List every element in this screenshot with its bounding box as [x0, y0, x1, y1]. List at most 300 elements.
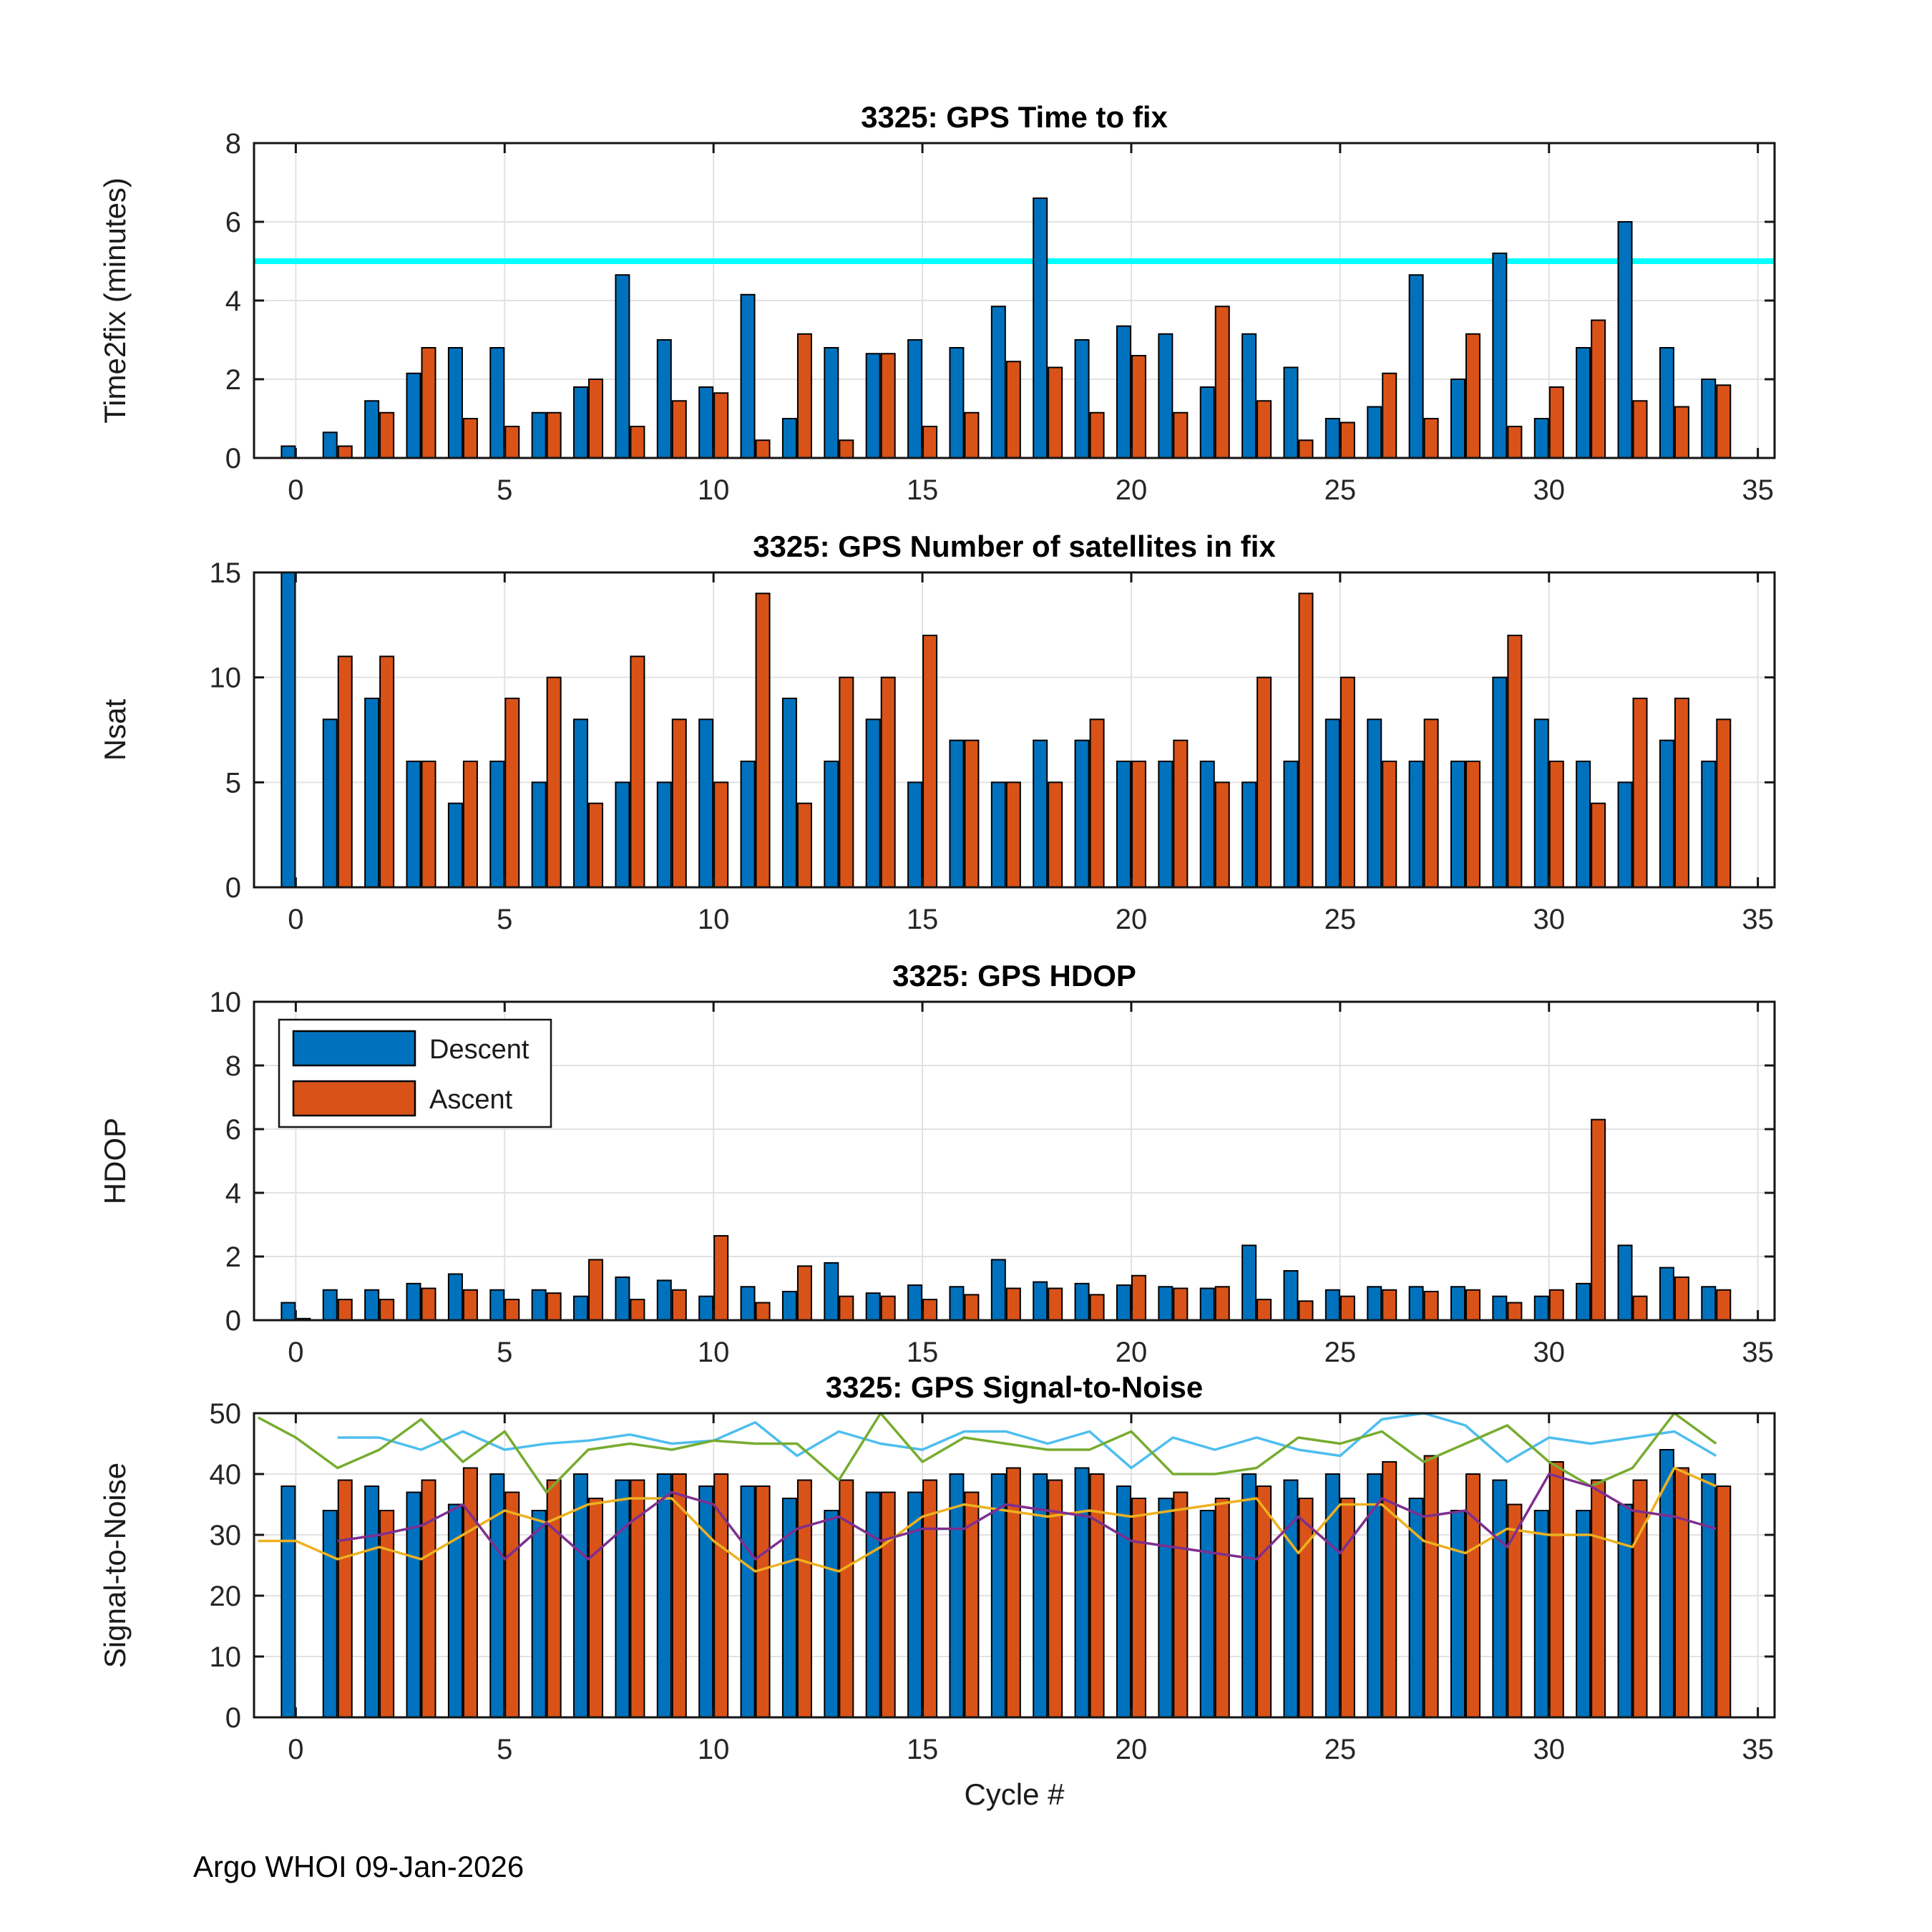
bar-descent: [658, 340, 671, 458]
bar-ascent: [1425, 419, 1438, 458]
bar-descent: [1242, 334, 1256, 458]
bar-ascent: [1508, 426, 1521, 458]
bar-ascent: [1299, 1301, 1312, 1320]
bar-descent: [1326, 1290, 1340, 1320]
bar-ascent: [1591, 804, 1605, 887]
x-tick-label: 0: [288, 474, 304, 506]
bar-descent: [867, 1493, 880, 1718]
y-tick-label: 4: [225, 286, 241, 317]
bar-descent: [699, 387, 713, 458]
x-tick-label: 15: [906, 474, 939, 506]
bar-ascent: [1591, 1480, 1605, 1718]
bar-ascent: [923, 426, 937, 458]
y-tick-label: 2: [225, 1241, 241, 1273]
bar-ascent: [1550, 387, 1563, 458]
bar-descent: [1535, 1511, 1548, 1717]
plot-title: 3325: GPS Time to fix: [861, 100, 1168, 134]
x-tick-label: 0: [288, 1734, 304, 1765]
bar-descent: [490, 761, 504, 887]
bar-descent: [615, 1277, 629, 1320]
bar-ascent: [338, 447, 352, 459]
bar-ascent: [589, 1498, 602, 1717]
bar-descent: [281, 1486, 295, 1717]
bar-ascent: [547, 413, 561, 458]
bar-descent: [574, 387, 587, 458]
bar-ascent: [1132, 1276, 1146, 1320]
bar-descent: [1201, 1289, 1214, 1321]
bar-descent: [407, 761, 421, 887]
bar-ascent: [1007, 1289, 1020, 1321]
bar-ascent: [630, 656, 644, 887]
bar-ascent: [714, 393, 728, 458]
bar-ascent: [965, 413, 978, 458]
bar-descent: [1033, 198, 1047, 458]
bar-descent: [1410, 275, 1423, 458]
bar-ascent: [1257, 678, 1271, 887]
bar-descent: [741, 761, 755, 887]
bar-ascent: [1007, 361, 1020, 458]
bar-descent: [1367, 1287, 1381, 1320]
bar-descent: [407, 374, 421, 458]
bar-descent: [1284, 1480, 1297, 1718]
bar-descent: [783, 1292, 796, 1320]
bar-ascent: [1717, 385, 1730, 458]
y-tick-label: 15: [209, 557, 241, 589]
bar-descent: [1201, 761, 1214, 887]
bar-descent: [490, 348, 504, 458]
x-tick-label: 5: [497, 1734, 513, 1765]
bar-ascent: [882, 1297, 895, 1320]
bar-descent: [867, 719, 880, 887]
bar-ascent: [1174, 413, 1187, 458]
bar-descent: [741, 1486, 755, 1717]
bar-descent: [908, 340, 922, 458]
bar-descent: [365, 401, 379, 458]
y-tick-label: 0: [225, 443, 241, 474]
bar-ascent: [547, 678, 561, 887]
x-tick-label: 20: [1115, 904, 1148, 935]
bar-ascent: [1132, 356, 1146, 458]
bar-descent: [699, 719, 713, 887]
bar-descent: [365, 1486, 379, 1717]
y-axis-label: HDOP: [98, 1117, 132, 1205]
bar-descent: [323, 432, 337, 458]
bar-descent: [1367, 1474, 1381, 1717]
plot-title: 3325: GPS Number of satellites in fix: [753, 530, 1276, 563]
bar-descent: [449, 348, 462, 458]
bar-ascent: [673, 1290, 686, 1320]
bar-descent: [532, 1290, 546, 1320]
bar-descent: [532, 1511, 546, 1717]
bar-descent: [1201, 1511, 1214, 1717]
y-tick-label: 20: [209, 1581, 241, 1612]
y-tick-label: 10: [209, 987, 241, 1018]
bar-ascent: [1216, 1287, 1229, 1320]
bar-descent: [1410, 761, 1423, 887]
y-axis-label: Time2fix (minutes): [98, 177, 132, 424]
bar-descent: [1242, 1474, 1256, 1717]
bar-descent: [867, 1293, 880, 1320]
bar-descent: [1158, 1287, 1172, 1320]
y-tick-label: 6: [225, 207, 241, 238]
y-tick-label: 10: [209, 1641, 241, 1673]
bar-descent: [449, 804, 462, 887]
bar-descent: [1326, 1474, 1340, 1717]
bar-descent: [824, 761, 838, 887]
bar-ascent: [1675, 1468, 1689, 1718]
bar-ascent: [839, 440, 853, 458]
bar-descent: [992, 1259, 1005, 1320]
x-tick-label: 5: [497, 1337, 513, 1368]
bar-descent: [281, 572, 295, 887]
bar-ascent: [1425, 719, 1438, 887]
bar-ascent: [1174, 1493, 1187, 1718]
bar-descent: [1451, 761, 1465, 887]
legend-label-descent: Descent: [429, 1035, 530, 1065]
bar-descent: [407, 1284, 421, 1320]
bar-descent: [1535, 719, 1548, 887]
y-tick-label: 5: [225, 767, 241, 799]
bar-descent: [574, 719, 587, 887]
bar-descent: [1033, 741, 1047, 887]
bar-ascent: [1174, 741, 1187, 887]
bar-ascent: [1425, 1292, 1438, 1320]
bar-descent: [323, 719, 337, 887]
bar-descent: [1535, 419, 1548, 458]
bar-descent: [950, 741, 963, 887]
x-tick-label: 10: [697, 474, 730, 506]
bar-ascent: [923, 635, 937, 887]
y-axis-label: Signal-to-Noise: [98, 1462, 132, 1669]
bar-descent: [615, 782, 629, 887]
bar-ascent: [714, 1474, 728, 1717]
bar-ascent: [965, 1294, 978, 1320]
bar-descent: [824, 1511, 838, 1717]
bar-descent: [323, 1290, 337, 1320]
bar-ascent: [1717, 719, 1730, 887]
bar-ascent: [464, 419, 477, 458]
bar-descent: [783, 419, 796, 458]
bar-descent: [532, 413, 546, 458]
y-tick-label: 0: [225, 872, 241, 904]
bar-ascent: [1717, 1486, 1730, 1717]
x-tick-label: 30: [1533, 1337, 1566, 1368]
bar-ascent: [1382, 761, 1396, 887]
bar-ascent: [1048, 368, 1062, 459]
bar-descent: [1702, 761, 1715, 887]
bar-descent: [615, 275, 629, 458]
bar-ascent: [798, 804, 811, 887]
bar-ascent: [1091, 719, 1104, 887]
bar-ascent: [923, 1299, 937, 1320]
y-tick-label: 2: [225, 364, 241, 396]
bar-ascent: [1132, 761, 1146, 887]
bar-ascent: [839, 678, 853, 887]
bar-descent: [1367, 407, 1381, 459]
bar-descent: [1242, 782, 1256, 887]
bar-descent: [1576, 761, 1590, 887]
bar-ascent: [1550, 1290, 1563, 1320]
bar-descent: [1576, 1511, 1590, 1717]
bar-descent: [449, 1274, 462, 1320]
legend-swatch-ascent: [293, 1081, 415, 1116]
plot-title: 3325: GPS Signal-to-Noise: [825, 1370, 1204, 1404]
bar-ascent: [1257, 401, 1271, 458]
bar-descent: [1493, 678, 1506, 887]
bar-descent: [1660, 1268, 1674, 1320]
bar-descent: [1158, 1498, 1172, 1717]
bar-ascent: [1257, 1486, 1271, 1717]
bar-ascent: [839, 1297, 853, 1320]
bar-ascent: [1550, 1462, 1563, 1717]
bar-ascent: [798, 1266, 811, 1320]
bar-ascent: [1508, 635, 1521, 887]
bar-descent: [1619, 782, 1632, 887]
x-tick-label: 15: [906, 1337, 939, 1368]
bar-descent: [1660, 741, 1674, 887]
bar-ascent: [798, 1480, 811, 1718]
y-tick-label: 50: [209, 1398, 241, 1430]
subplot-nsat: [98, 530, 1775, 935]
bar-descent: [1075, 741, 1089, 887]
bar-descent: [1619, 1505, 1632, 1718]
bar-ascent: [1634, 698, 1647, 887]
bar-descent: [992, 782, 1005, 887]
bar-descent: [1326, 419, 1340, 458]
y-tick-label: 40: [209, 1459, 241, 1491]
bar-ascent: [1257, 1299, 1271, 1320]
bar-ascent: [839, 1480, 853, 1718]
x-tick-label: 30: [1533, 1734, 1566, 1765]
bar-descent: [365, 698, 379, 887]
bar-descent: [658, 1474, 671, 1717]
bar-descent: [1242, 1245, 1256, 1320]
legend-swatch-descent: [293, 1031, 415, 1065]
bar-ascent: [1675, 698, 1689, 887]
bar-ascent: [965, 741, 978, 887]
bar-ascent: [1341, 423, 1355, 459]
bar-ascent: [1216, 782, 1229, 887]
x-tick-label: 15: [906, 1734, 939, 1765]
bar-descent: [1284, 368, 1297, 459]
x-tick-label: 20: [1115, 1337, 1148, 1368]
bar-ascent: [1634, 1297, 1647, 1320]
bar-ascent: [714, 1236, 728, 1320]
x-tick-label: 20: [1115, 1734, 1148, 1765]
bar-ascent: [882, 1493, 895, 1718]
bar-ascent: [1382, 374, 1396, 458]
bar-ascent: [630, 426, 644, 458]
bar-ascent: [380, 413, 394, 458]
plot-title: 3325: GPS HDOP: [892, 959, 1136, 992]
bar-ascent: [1299, 1498, 1312, 1717]
bar-descent: [908, 1285, 922, 1320]
bar-ascent: [589, 379, 602, 458]
bar-ascent: [1132, 1498, 1146, 1717]
bar-ascent: [1007, 782, 1020, 887]
bar-ascent: [1508, 1303, 1521, 1320]
bar-ascent: [714, 782, 728, 887]
y-tick-label: 10: [209, 662, 241, 694]
legend: [279, 1020, 551, 1127]
bar-descent: [1451, 1287, 1465, 1320]
x-tick-label: 35: [1742, 904, 1774, 935]
bar-ascent: [464, 761, 477, 887]
bar-descent: [1410, 1287, 1423, 1320]
bar-ascent: [380, 656, 394, 887]
x-tick-label: 0: [288, 1337, 304, 1368]
bar-descent: [950, 348, 963, 458]
bar-descent: [1117, 761, 1131, 887]
y-tick-label: 8: [225, 128, 241, 160]
bar-ascent: [505, 698, 519, 887]
y-axis-label: Nsat: [98, 698, 132, 761]
bar-ascent: [589, 804, 602, 887]
subplot-hdop: [98, 959, 1775, 1368]
bar-descent: [992, 306, 1005, 458]
footer-text: Argo WHOI 09-Jan-2026: [193, 1850, 525, 1883]
subplot-time-to-fix: [98, 100, 1775, 506]
bar-descent: [1451, 1511, 1465, 1717]
y-tick-label: 6: [225, 1114, 241, 1146]
bar-descent: [950, 1474, 963, 1717]
bar-ascent: [756, 440, 770, 458]
bar-descent: [1535, 1297, 1548, 1320]
bar-descent: [908, 782, 922, 887]
bar-descent: [490, 1290, 504, 1320]
bar-ascent: [505, 1493, 519, 1718]
bar-ascent: [1382, 1290, 1396, 1320]
bar-ascent: [1634, 401, 1647, 458]
x-tick-label: 25: [1324, 904, 1357, 935]
bar-descent: [1619, 1245, 1632, 1320]
bar-ascent: [798, 334, 811, 458]
bar-descent: [365, 1290, 379, 1320]
bar-descent: [1158, 761, 1172, 887]
bar-descent: [1493, 253, 1506, 458]
bar-descent: [1702, 379, 1715, 458]
bar-ascent: [422, 1480, 436, 1718]
bar-ascent: [882, 678, 895, 887]
bar-descent: [1117, 1285, 1131, 1320]
bar-ascent: [380, 1511, 394, 1717]
legend-label-ascent: Ascent: [429, 1085, 513, 1115]
bar-descent: [1158, 334, 1172, 458]
bar-descent: [1201, 387, 1214, 458]
bar-ascent: [422, 348, 436, 458]
bar-ascent: [505, 426, 519, 458]
bar-ascent: [464, 1290, 477, 1320]
x-tick-label: 30: [1533, 904, 1566, 935]
bar-descent: [532, 782, 546, 887]
bar-ascent: [756, 1486, 770, 1717]
bar-ascent: [1341, 678, 1355, 887]
bar-ascent: [505, 1299, 519, 1320]
bar-ascent: [1675, 1277, 1689, 1320]
bar-ascent: [1466, 334, 1480, 458]
bar-descent: [1367, 719, 1381, 887]
x-tick-label: 25: [1324, 1734, 1357, 1765]
bar-ascent: [338, 656, 352, 887]
x-tick-label: 25: [1324, 474, 1357, 506]
bar-ascent: [630, 1299, 644, 1320]
bar-descent: [1660, 348, 1674, 458]
bar-ascent: [1675, 407, 1689, 459]
bar-ascent: [1048, 1289, 1062, 1321]
x-tick-label: 5: [497, 474, 513, 506]
bar-descent: [1117, 1486, 1131, 1717]
bar-ascent: [1216, 1498, 1229, 1717]
bar-ascent: [1717, 1290, 1730, 1320]
bar-ascent: [1550, 761, 1563, 887]
bar-descent: [658, 1280, 671, 1320]
x-tick-label: 10: [697, 1734, 730, 1765]
bar-descent: [867, 353, 880, 458]
x-tick-label: 35: [1742, 474, 1774, 506]
bar-ascent: [1425, 1456, 1438, 1718]
bar-descent: [1284, 1271, 1297, 1320]
bar-ascent: [673, 401, 686, 458]
x-tick-label: 25: [1324, 1337, 1357, 1368]
bar-ascent: [338, 1299, 352, 1320]
bar-descent: [1702, 1287, 1715, 1320]
bar-ascent: [1174, 1289, 1187, 1321]
bar-ascent: [547, 1293, 561, 1320]
bar-ascent: [1341, 1297, 1355, 1320]
bar-ascent: [1634, 1480, 1647, 1718]
bar-ascent: [673, 719, 686, 887]
bar-descent: [699, 1297, 713, 1320]
bar-descent: [699, 1486, 713, 1717]
bar-descent: [1451, 379, 1465, 458]
bar-ascent: [464, 1468, 477, 1718]
bar-descent: [574, 1297, 587, 1320]
x-tick-label: 10: [697, 1337, 730, 1368]
y-tick-label: 4: [225, 1178, 241, 1209]
bar-descent: [323, 1511, 337, 1717]
bar-ascent: [1466, 1474, 1480, 1717]
bar-descent: [1493, 1480, 1506, 1718]
bar-descent: [783, 698, 796, 887]
bar-ascent: [380, 1299, 394, 1320]
bar-descent: [1033, 1282, 1047, 1320]
snr-line-cyan: [338, 1413, 1717, 1468]
bar-descent: [1075, 1284, 1089, 1320]
bar-ascent: [1091, 413, 1104, 458]
bar-ascent: [1299, 593, 1312, 887]
bar-ascent: [422, 1289, 436, 1321]
bar-descent: [824, 1263, 838, 1320]
bar-ascent: [1591, 1120, 1605, 1320]
bar-descent: [1576, 1284, 1590, 1320]
bar-descent: [741, 1287, 755, 1320]
bar-ascent: [1216, 306, 1229, 458]
bar-descent: [950, 1287, 963, 1320]
bar-ascent: [1048, 782, 1062, 887]
x-tick-label: 5: [497, 904, 513, 935]
bar-descent: [1493, 1297, 1506, 1320]
bar-descent: [1619, 222, 1632, 458]
bar-ascent: [882, 353, 895, 458]
bar-descent: [1576, 348, 1590, 458]
bar-descent: [741, 295, 755, 458]
x-tick-label: 35: [1742, 1337, 1774, 1368]
x-axis-label: Cycle #: [964, 1777, 1065, 1811]
bar-descent: [615, 1480, 629, 1718]
bar-ascent: [1341, 1498, 1355, 1717]
x-tick-label: 30: [1533, 474, 1566, 506]
x-tick-label: 0: [288, 904, 304, 935]
